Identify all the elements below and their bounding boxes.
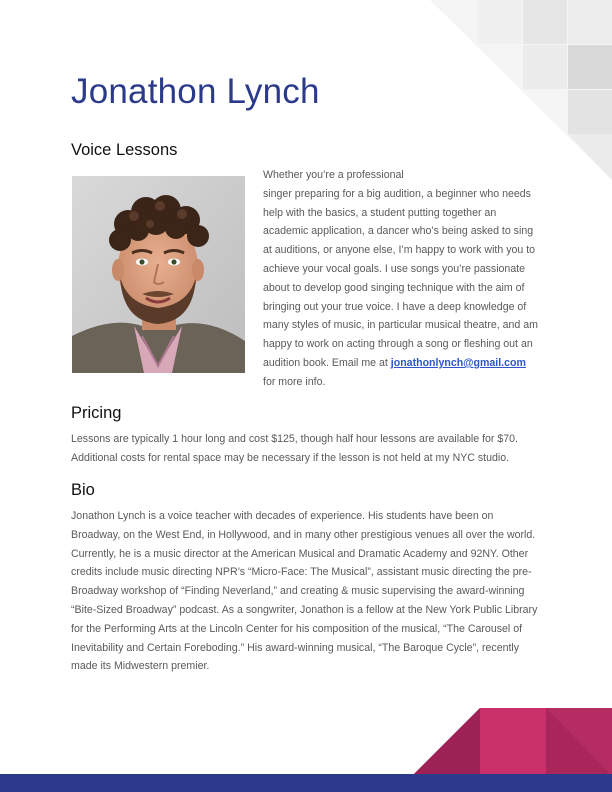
footer-bar [0, 774, 612, 792]
corner-decoration-bottom [412, 708, 612, 776]
corner-decoration-top [430, 0, 612, 182]
bio-text: Jonathon Lynch is a voice teacher with decades of experience. His students have been on Broadway, on the West End, in Hollywood, and in many other prestigious venues all over the world. Currently, he is a music director at the American Musical and Dramatic Academy and 92NY. Other credits include music directing NPR’s “Micro-Face: The Musical”, assistant music directing the pre-Broadway workshop of “Finding Neverland,” and creating & music supervising the award-winning “Bite-Sized Broadway” podcast. As a songwriter, Jonathon is a fellow at the New York Public Library for the Performing Arts at the Lincoln Center for his composition of the musical, “The Carousel of Inevitability and Certain Foreboding.” His award-winning musical, “The Baroque Cycle”, recently made its Midwestern premier. [71, 510, 538, 673]
pricing-heading: Pricing [71, 404, 122, 422]
email-link[interactable]: jonathonlynch@gmail.com [390, 356, 526, 369]
voice-lessons-first-line: Whether you’re a professional [263, 169, 404, 181]
bio-heading: Bio [71, 481, 95, 499]
profile-photo [72, 176, 245, 373]
page-title: Jonathon Lynch [71, 72, 320, 111]
pricing-text: Lessons are typically 1 hour long and cost $125, though half hour lessons are available for $70. Additional costs for rental space may be necessary if the lesson is not held at my NYC studio. [71, 433, 518, 464]
voice-lessons-heading: Voice Lessons [71, 141, 178, 159]
voice-lessons-text [263, 166, 541, 392]
voice-lessons-tail: for more info. [263, 375, 326, 388]
voice-lessons-body: singer preparing for a big audition, a beginner who needs help with the basics, a student putting together an academic application, a dancer who’s being asked to sing at auditions, or anyone else, I’m happy to work with you to achieve your vocal goals. I use songs you’re passionate about to develop good singing technique with the aim of bringing out your true voice. I have a deep knowledge of many styles of music, in particular musical theatre, and am happy to work on acting through a song or fleshing out an audition book. Email me at [263, 187, 538, 369]
